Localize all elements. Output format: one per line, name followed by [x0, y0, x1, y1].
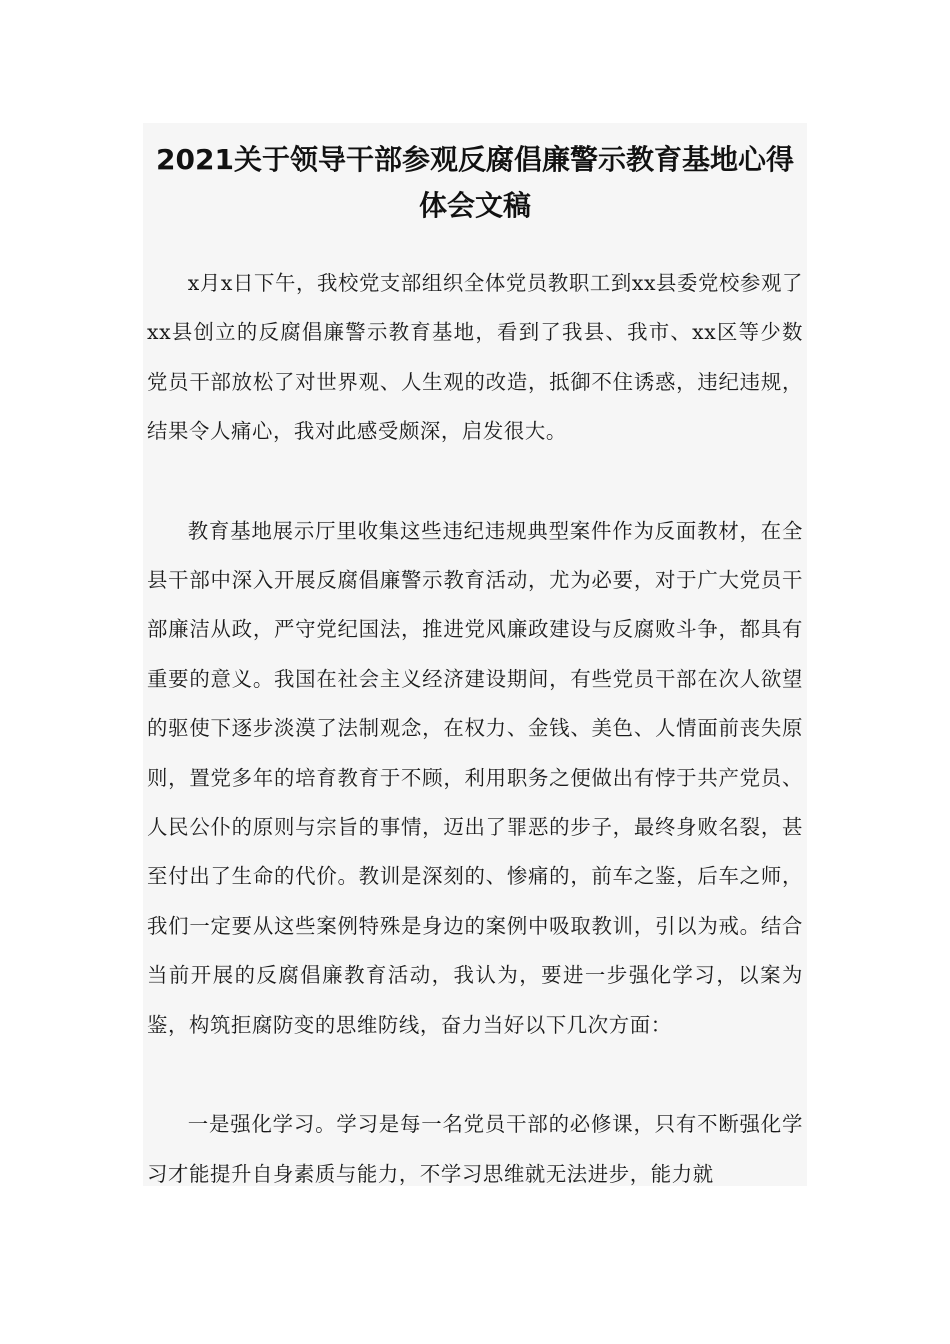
paragraph-3: 一是强化学习。学习是每一名党员干部的必修课，只有不断强化学习才能提升自身素质与能力，不学习思维就无法进步，能力就: [147, 1112, 803, 1186]
title-line-1: 2021关于领导干部参观反腐倡廉警示教育基地心得: [156, 143, 794, 176]
document-title: [143, 123, 807, 229]
document-body: [143, 259, 807, 1186]
paragraph-1: x月x日下午，我校党支部组织全体党员教职工到xx县委党校参观了xx县创立的反腐倡廉警示教育基地，看到了我县、我市、xx区等少数党员干部放松了对世界观、人生观的改造，抵御不住诱惑，违纪违规，结果令人痛心，我对此感受颇深，启发很大。: [147, 271, 803, 444]
document-page: [143, 123, 807, 1186]
paragraph-2: 教育基地展示厅里收集这些违纪违规典型案件作为反面教材，在全县干部中深入开展反腐倡廉警示教育活动，尤为必要，对于广大党员干部廉洁从政，严守党纪国法，推进党风廉政建设与反腐败斗争，都具有重要的意义。我国在社会主义经济建设期间，有些党员干部在次人欲望的驱使下逐步淡漠了法制观念，在权力、金钱、美色、人情面前丧失原则，置党多年的培育教育于不顾，利用职务之便做出有悖于共产党员、人民公仆的原则与宗旨的事情，迈出了罪恶的步子，最终身败名裂，甚至付出了生命的代价。教训是深刻的、惨痛的，前车之鉴，后车之师，我们一定要从这些案例特殊是身边的案例中吸取教训，引以为戒。结合当前开展的反腐倡廉教育活动，我认为，要进一步强化学习，以案为鉴，构筑拒腐防变的思维防线，奋力当好以下几次方面：: [147, 518, 803, 1037]
title-line-2: 体会文稿: [418, 189, 531, 222]
